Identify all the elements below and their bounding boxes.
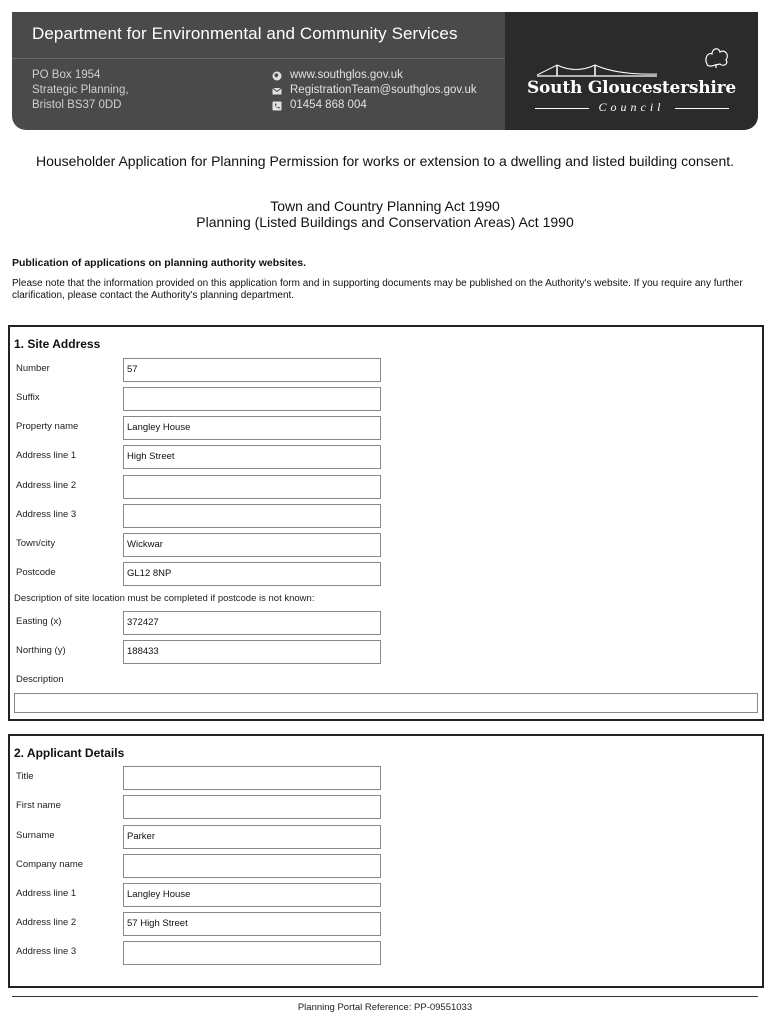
- field-label: Suffix: [16, 392, 40, 403]
- address-line-3-field[interactable]: [123, 504, 381, 528]
- location-note: Description of site location must be completed if postcode is not known:: [14, 593, 315, 604]
- field-label: Title: [16, 771, 34, 782]
- phone-icon: [272, 101, 282, 111]
- suspension-bridge-logo-icon: [537, 62, 657, 78]
- applicant-address-line-1-field[interactable]: Langley House: [123, 883, 381, 907]
- applicant-address-line-2-field[interactable]: 57 High Street: [123, 912, 381, 936]
- town-city-field[interactable]: Wickwar: [123, 533, 381, 557]
- field-label: Address line 1: [16, 888, 77, 899]
- description-field[interactable]: [14, 693, 758, 713]
- postal-address: [32, 68, 129, 113]
- section-heading: 2. Applicant Details: [14, 746, 125, 760]
- field-label: Town/city: [16, 538, 56, 549]
- field-label: Address line 1: [16, 450, 77, 461]
- tree-logo-icon: [703, 44, 731, 68]
- council-subtitle: Council: [598, 100, 665, 114]
- header-banner: [12, 12, 758, 130]
- site-address-section: [8, 325, 764, 721]
- field-label: Number: [16, 363, 50, 374]
- applicant-details-section: [8, 734, 764, 988]
- applicant-address-line-3-field[interactable]: [123, 941, 381, 965]
- act-1: Town and Country Planning Act 1990: [270, 198, 500, 214]
- address-line-1-field[interactable]: High Street: [123, 445, 381, 469]
- portal-reference: Planning Portal Reference: PP-09551033: [297, 1002, 473, 1013]
- email-link[interactable]: RegistrationTeam@southglos.gov.uk: [290, 84, 477, 96]
- address-line: Bristol BS37 0DD: [32, 99, 122, 111]
- website-row[interactable]: [272, 68, 477, 83]
- header-divider: [12, 58, 505, 59]
- field-label: Property name: [16, 421, 79, 432]
- field-label: Northing (y): [16, 645, 66, 656]
- field-label: Address line 3: [16, 946, 77, 957]
- website-link[interactable]: www.southglos.gov.uk: [290, 69, 403, 81]
- field-label: Surname: [16, 830, 55, 841]
- department-title: Department for Environmental and Community Services: [32, 24, 458, 43]
- title-field[interactable]: [123, 766, 381, 790]
- legislation-acts: [20, 198, 750, 230]
- footer-divider: [12, 996, 758, 997]
- address-line-2-field[interactable]: [123, 475, 381, 499]
- email-row[interactable]: [272, 83, 477, 98]
- field-label: Postcode: [16, 567, 56, 578]
- phone-row: [272, 98, 477, 113]
- northing-field[interactable]: 188433: [123, 640, 381, 664]
- field-label: First name: [16, 800, 61, 811]
- contact-details: [272, 68, 477, 113]
- field-label: Address line 3: [16, 509, 77, 520]
- section-heading: 1. Site Address: [14, 337, 101, 351]
- suffix-field[interactable]: [123, 387, 381, 411]
- field-label: Company name: [16, 859, 84, 870]
- envelope-icon: [272, 86, 282, 96]
- company-name-field[interactable]: [123, 854, 381, 878]
- council-name: South Gloucestershire: [526, 78, 737, 98]
- publication-notice: Please note that the information provided on this application form and in supporting documents may be published on the Authority's website. If you require any further clarification, please contact the Authority's planning department.: [12, 278, 743, 301]
- field-label: Description: [16, 674, 64, 685]
- property-name-field[interactable]: Langley House: [123, 416, 381, 440]
- first-name-field[interactable]: [123, 795, 381, 819]
- field-label: Address line 2: [16, 917, 77, 928]
- phone-number: 01454 868 004: [290, 99, 367, 111]
- address-line: PO Box 1954: [32, 69, 101, 81]
- easting-field[interactable]: 372427: [123, 611, 381, 635]
- field-label: Address line 2: [16, 480, 77, 491]
- surname-field[interactable]: Parker: [123, 825, 381, 849]
- act-2: Planning (Listed Buildings and Conservation Areas) Act 1990: [196, 214, 574, 230]
- logo-rule-right: [675, 108, 729, 109]
- address-line: Strategic Planning,: [32, 84, 129, 96]
- publication-heading: Publication of applications on planning authority websites.: [12, 257, 307, 269]
- postcode-field[interactable]: GL12 8NP: [123, 562, 381, 586]
- number-field[interactable]: 57: [123, 358, 381, 382]
- field-label: Easting (x): [16, 616, 62, 627]
- header-left-panel: [12, 12, 505, 130]
- council-logo: [505, 12, 758, 130]
- application-title: Householder Application for Planning Permission for works or extension to a dwelling and listed building consent.: [35, 153, 735, 169]
- globe-icon: [272, 71, 282, 81]
